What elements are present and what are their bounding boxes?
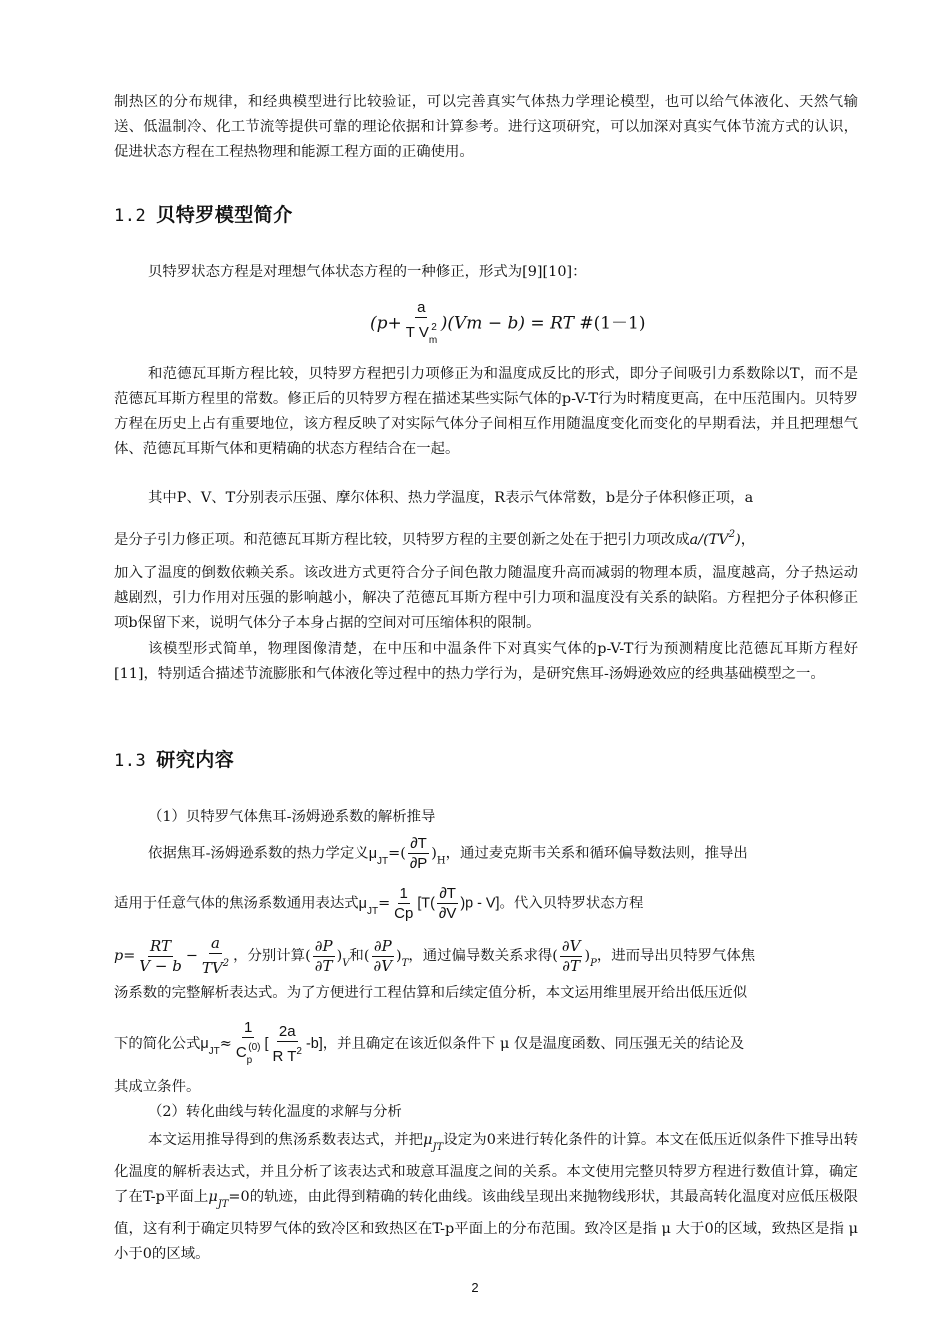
text-fragment: ，通过麦克斯韦关系和循环偏导数法则，推导出: [445, 845, 748, 862]
symbols-line-1: 其中P、V、T分别表示压强、摩尔体积、热力学温度，R表示气体常数，b是分子体积修正项，a: [148, 490, 754, 506]
improvement-paragraph: 加入了温度的倒数依赖关系。该改进方式更符合分子间色散力随温度升高而减弱的物理本质，温度越高，分子热运动越剧烈，引力作用对压强的影响越小，解决了范德瓦耳斯方程中引力项和温度没有关系的缺陷。方程把分子体积修正项b保留下来，说明气体分子本身占据的空间对可压缩体积的限制。: [114, 565, 858, 631]
page-number: 2: [471, 1280, 479, 1295]
text-fragment: ，进而导出贝特罗气体焦: [596, 948, 756, 964]
text-fragment: 本文运用推导得到的焦汤系数表达式，并把: [148, 1132, 424, 1148]
symbols-line-2-text: 是分子引力修正项。和范德瓦耳斯方程比较，贝特罗方程的主要创新之处在于把引力项改成: [114, 532, 690, 548]
text-fragment: 依据焦耳-汤姆逊系数的热力学定义: [148, 845, 369, 862]
text-fragment: ，通过偏导数关系求得: [408, 948, 553, 964]
inversion-paragraph: 本文运用推导得到的焦汤系数表达式，并把$\mu_{JT}$设定为0来进行转化条件的计算。本文在低压近似条件下推导出转化温度的解析表达式，并且分析了该表达式和玻意耳温度之间的关系。本文使用完整贝特罗方程进行数值计算，确定了在T-p平面上$\mu_{JT}=0$的轨迹，由此得到精确的转化曲线。该曲线呈现出来抛物线形状，其最高转化温度对应低压极限值，这有利于确定贝特罗气体的致冷区和致热区在T-p平面上的分布范围。致冷区是指 μ 大于0的区域，致热区是指 μ 小于0的区域。: [114, 1132, 858, 1262]
model-summary-paragraph: 该模型形式简单，物理图像清楚，在中压和中温条件下对真实气体的p-V-T行为预测精度比范德瓦耳斯方程好[11]，特别适合描述节流膨胀和气体液化等过程中的热力学行为，是研究焦耳-汤姆逊效应的经典基础模型之一。: [114, 641, 858, 682]
research-line-6: 其成立条件。: [114, 1079, 201, 1095]
text-fragment: ，并且确定在该近似条件下 μ 仅是温度函数、同压强无关的结论及: [322, 1036, 745, 1052]
text-fragment: 适用于任意气体的焦汤系数通用表达式: [114, 895, 359, 912]
text-fragment: 下的简化公式: [114, 1036, 201, 1052]
text-fragment: 设定为0来进行转化条件的计算。本文在低压近似条件下推导出转化温度的解析表达式，并且分析了该表达式和玻意耳温度之间的关系。本文使用完整贝特罗方程进行数值计算，确定了在T-p平面上: [114, 1132, 858, 1205]
research-line-4: 汤系数的完整解析表达式。为了方便进行工程估算和后续定值分析，本文运用维里展开给出低压近似: [114, 985, 748, 1001]
research-line-2: 适用于任意气体的焦汤系数通用表达式$\mu_{JT}=$ $\frac{1}{Cp}$ [T( $\frac{\partial T}{\partial V}$ )p - V]。代入贝特罗状态方程: [114, 885, 644, 922]
berthelot-equation: (p+ $\frac{a}{T V_m^2}$ )(Vm − b) = RT #(1－1): [370, 299, 646, 346]
text-fragment: =0的轨迹，由此得到精确的转化曲线。该曲线呈现出来抛物线形状，其最高转化温度对应低压极限值，这有利于确定贝特罗气体的致冷区和致热区在T-p平面上的分布范围。致冷区是指 μ 大于0的区域，致热区是指 μ 小于0的区域。: [114, 1189, 858, 1262]
section-heading-1-3: [114, 745, 234, 772]
research-line-1: 依据焦耳-汤姆逊系数的热力学定义$\mu_{JT}=$( $\frac{\partial T}{\partial P}$ )$_H$，通过麦克斯韦关系和循环偏导数法则，推导出: [148, 835, 748, 872]
symbols-line-2: 是分子引力修正项。和范德瓦耳斯方程比较，贝特罗方程的主要创新之处在于把引力项改成$a/(TV^2)$，: [114, 529, 756, 548]
text-fragment: ，分别计算: [233, 948, 306, 964]
section-number: 1.3: [114, 751, 147, 771]
comparison-paragraph: 和范德瓦耳斯方程比较，贝特罗方程把引力项修正为和温度成反比的形式，即分子间吸引力系数除以T，而不是范德瓦耳斯方程里的常数。修正后的贝特罗方程在描述某些实际气体的p-V-T行为时精度更高，在中压范围内。贝特罗方程在历史上占有重要地位，该方程反映了对实际气体分子间相互作用随温度变化而变化的早期看法，并且把理想气体、范德瓦耳斯气体和更精确的状态方程结合在一起。: [114, 366, 858, 457]
research-item-2-title: （2）转化曲线与转化温度的求解与分析: [148, 1104, 402, 1120]
intro-paragraph: 制热区的分布规律，和经典模型进行比较验证，可以完善真实气体热力学理论模型，也可以给气体液化、天然气输送、低温制冷、化工节流等提供可靠的理论依据和计算参考。进行这项研究，可以加深对真实气体节流方式的认识，促进状态方程在工程热物理和能源工程方面的正确使用。: [114, 94, 858, 160]
section-title: 贝特罗模型简介: [156, 204, 293, 226]
text-fragment: 。代入贝特罗状态方程: [499, 895, 644, 912]
section-number: 1.2: [114, 206, 147, 226]
equation-number: #(1－1): [579, 313, 646, 334]
section-title: 研究内容: [156, 749, 235, 771]
research-line-3: p= $\frac{RT}{V - b}$ − $\frac{a}{TV^2}$ ，分别计算( $\frac{\partial P}{\partial T}$ )$_V$和( $\frac{\partial P}{\partial V}$ )$_T$，通过偏导数关系求得( $\frac{\partial V}{\partial T}$ )$_P$，进而导出贝特罗气体焦: [114, 934, 756, 977]
section-heading-1-2: [114, 200, 293, 227]
attraction-term-formula: $a/(TV^2)$: [689, 529, 741, 548]
text-fragment: 和: [349, 948, 364, 964]
berthelot-intro-paragraph: 贝特罗状态方程是对理想气体状态方程的一种修正，形式为[9][10]：: [148, 264, 587, 280]
research-line-5: 下的简化公式$\mu_{JT}\approx$ $\frac{1}{C_p^{(0)}}$ [ $\frac{2a}{R T^2}$ -b]，并且确定在该近似条件下 μ 仅是温度函数、同压强无关的结论及: [114, 1019, 745, 1066]
research-item-1-title: （1）贝特罗气体焦耳-汤姆逊系数的解析推导: [148, 809, 436, 825]
